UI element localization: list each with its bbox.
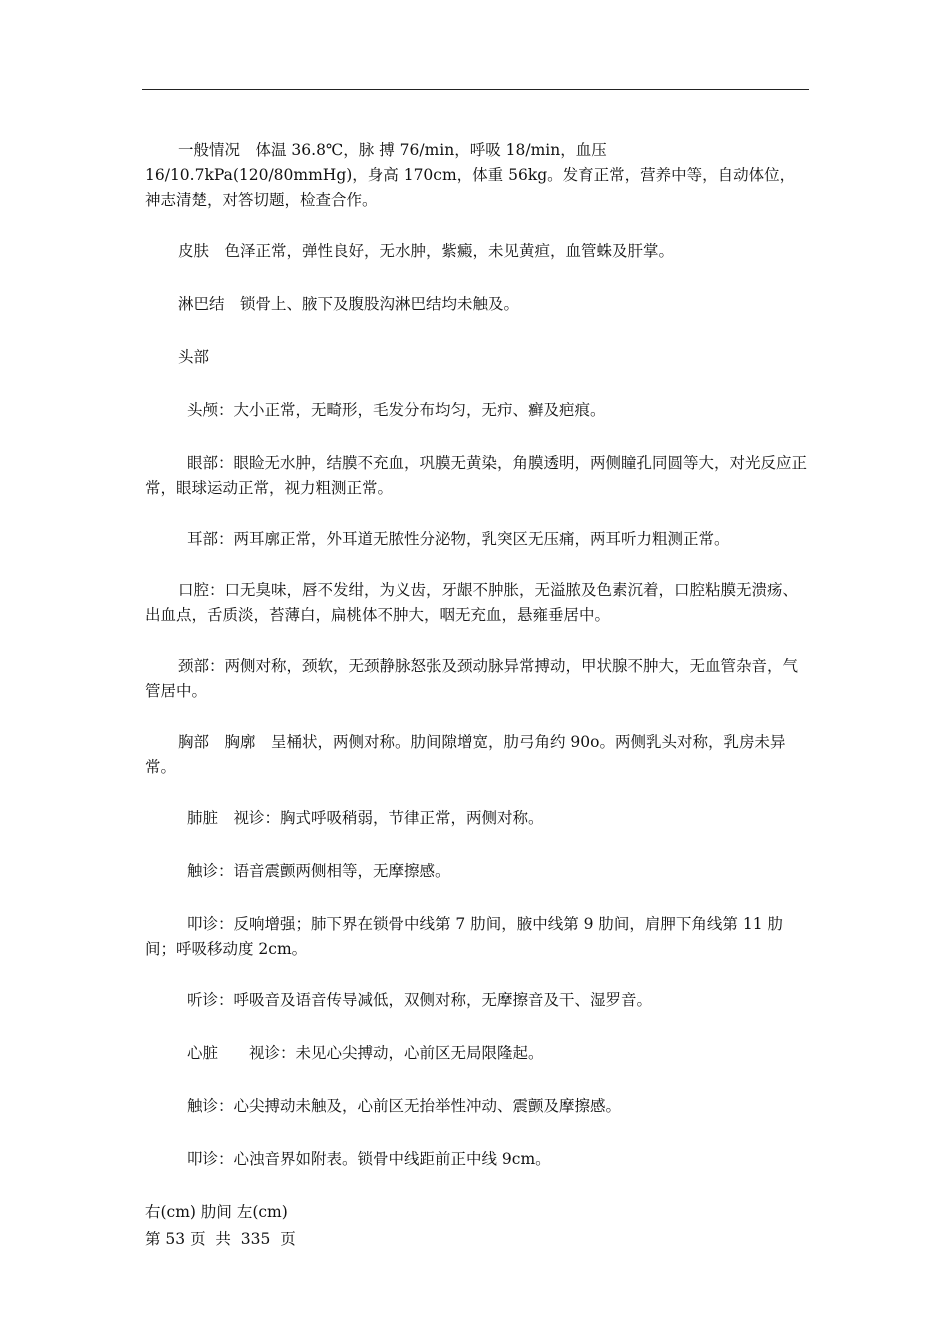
ear-paragraph: 耳部：两耳廓正常，外耳道无脓性分泌物，乳突区无压痛，两耳听力粗测正常。 [187, 530, 730, 548]
heart-percussion-paragraph: 叩诊：心浊音界如附表。锁骨中线距前正中线 9cm。 [187, 1150, 551, 1168]
dullness-table-header: 右(cm) 肋间 左(cm) [145, 1203, 288, 1221]
head-heading: 头部 [178, 348, 210, 366]
lung-palpation-paragraph: 触诊：语音震颤两侧相等，无摩擦感。 [187, 862, 451, 880]
skin-paragraph: 皮肤 色泽正常，弹性良好，无水肿，紫癜，未见黄疸，血管蛛及肝掌。 [178, 242, 675, 260]
eye-paragraph: 眼部：眼睑无水肿，结膜不充血，巩膜无黄染，角膜透明，两侧瞳孔同圆等大，对光反应正常，眼球运动正常，视力粗测正常。 [145, 454, 808, 497]
lung-percussion-paragraph: 叩诊：反响增强；肺下界在锁骨中线第 7 肋间，腋中线第 9 肋间，肩胛下角线第 11 肋间；呼吸移动度 2cm。 [145, 915, 784, 958]
lung-auscultation-paragraph: 听诊：呼吸音及语音传导减低，双侧对称，无摩擦音及干、湿罗音。 [187, 991, 653, 1009]
header-rule [142, 89, 809, 90]
mouth-paragraph: 口腔：口无臭味，唇不发绀，为义齿，牙龈不肿胀，无溢脓及色素沉着，口腔粘膜无溃疡、出血点，舌质淡，苔薄白，扁桃体不肿大，咽无充血，悬雍垂居中。 [145, 581, 799, 624]
page-number-footer: 第 53 页 共 335 页 [145, 1230, 296, 1248]
neck-paragraph: 颈部：两侧对称，颈软，无颈静脉怒张及颈动脉异常搏动，甲状腺不肿大，无血管杂音，气管居中。 [145, 657, 799, 700]
heart-inspection-paragraph: 心脏 视诊：未见心尖搏动，心前区无局限隆起。 [187, 1044, 544, 1062]
chest-paragraph: 胸部 胸廓 呈桶状，两侧对称。肋间隙增宽，肋弓角约 90o。两侧乳头对称，乳房未异常。 [145, 733, 786, 776]
general-condition-paragraph: 一般情况 体温 36.8℃，脉 搏 76/min，呼吸 18/min，血压 16/10.7kPa(120/80mmHg)，身高 170cm，体重 56kg。发育正常，营养中等，自动体位，神志清楚，对答切题，检查合作。 [145, 141, 796, 209]
heart-palpation-paragraph: 触诊：心尖搏动未触及，心前区无抬举性冲动、震颤及摩擦感。 [187, 1097, 622, 1115]
skull-paragraph: 头颅：大小正常，无畸形，毛发分布均匀，无疖、癣及疤痕。 [187, 401, 606, 419]
lung-inspection-paragraph: 肺脏 视诊：胸式呼吸稍弱，节律正常，两侧对称。 [187, 809, 544, 827]
document-body [145, 138, 808, 1225]
lymph-node-paragraph: 淋巴结 锁骨上、腋下及腹股沟淋巴结均未触及。 [178, 295, 520, 313]
